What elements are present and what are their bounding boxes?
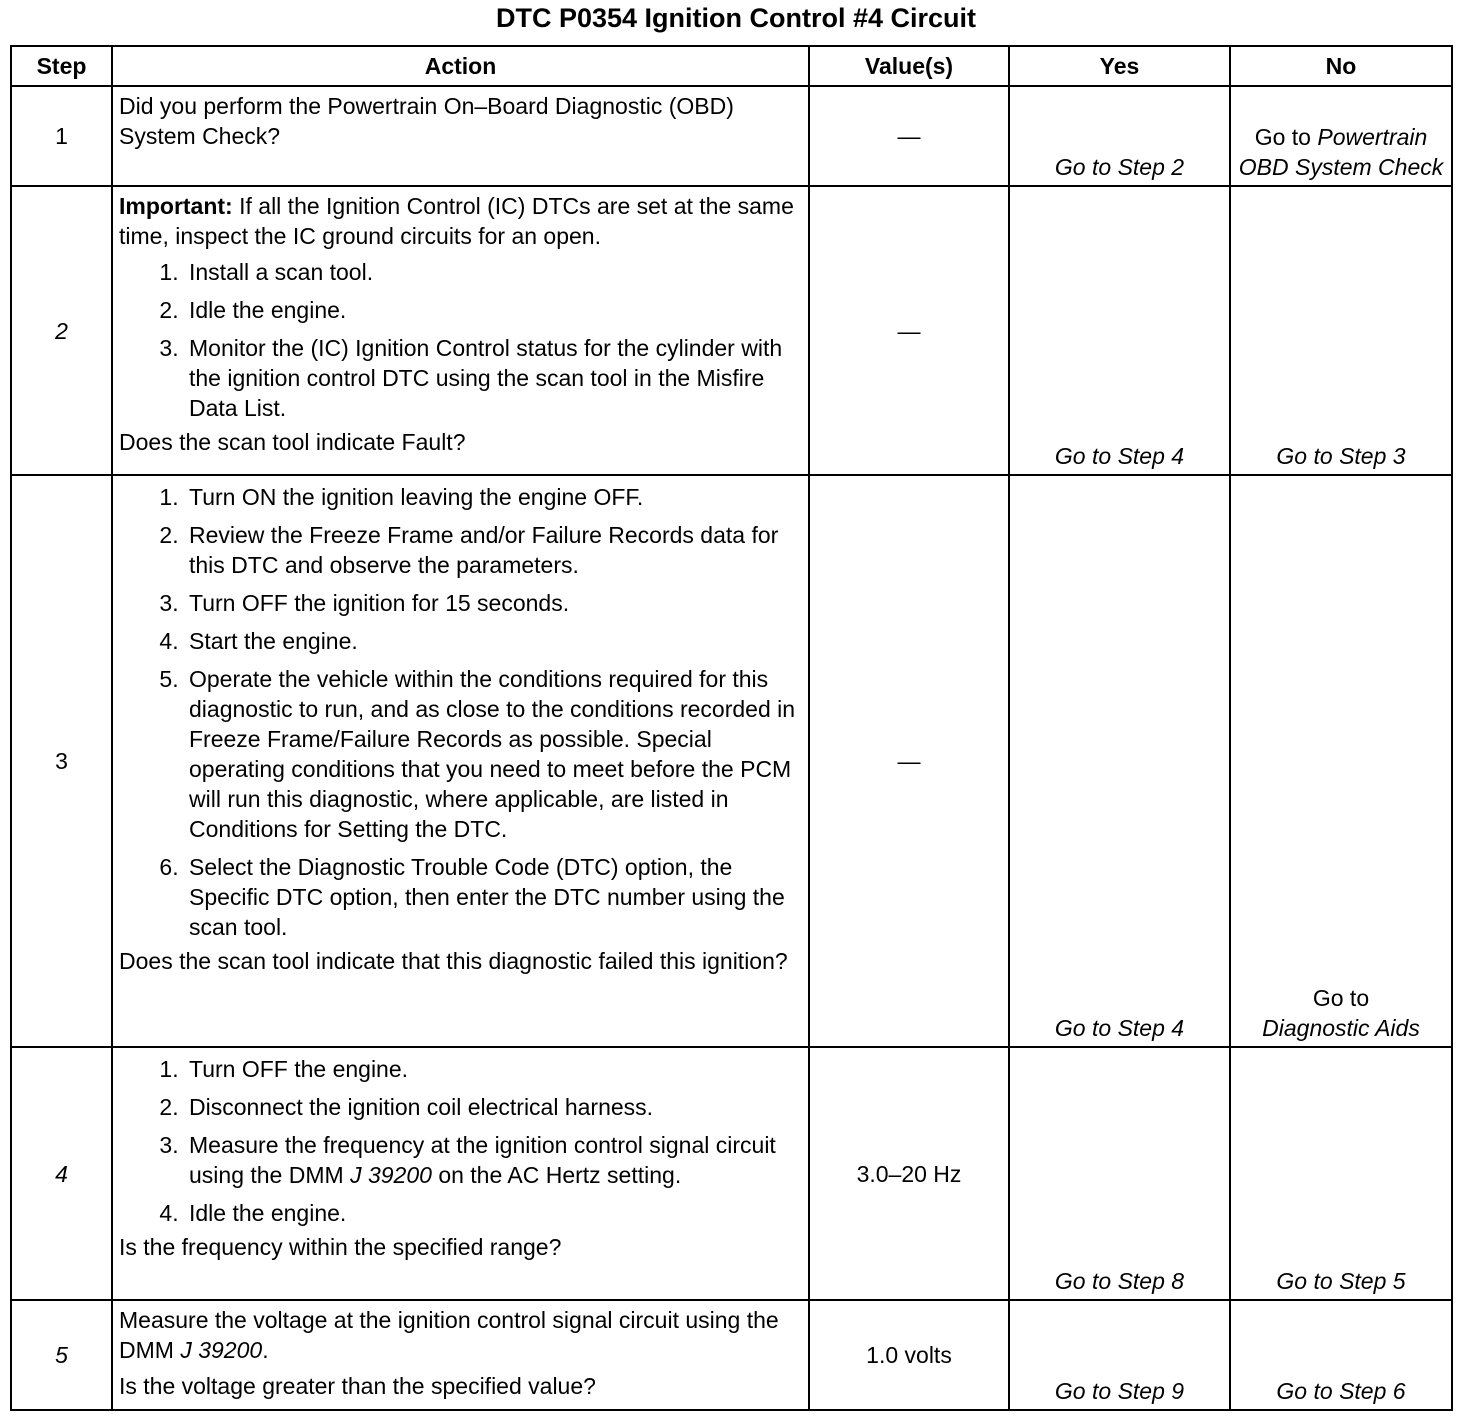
value-cell: — [809,475,1009,1047]
no-cell [1230,475,1452,1047]
no-cell [1230,86,1452,186]
question: Is the frequency within the specified range? [119,1234,562,1260]
action-text-post: . [262,1337,269,1363]
step-number: 1 [11,86,112,186]
table-row-step-2 [11,186,1452,475]
action-text: Did you perform the Powertrain On–Board Diagnostic (OBD) System Check? [119,93,734,149]
header-no: No [1230,46,1452,86]
tool-number: J 39200 [350,1162,432,1188]
no-link: Powertrain OBD System Check [1238,124,1444,180]
question: Does the scan tool indicate that this diagnostic failed this ignition? [119,948,788,974]
instruction-list [119,257,804,423]
no-cell: Go to Step 6 [1230,1300,1452,1410]
list-item: 2. Review the Freeze Frame and/or Failure Records data for this DTC and observe the parameters. [185,520,804,580]
no-prefix: Go to [1312,985,1370,1011]
value-cell: 1.0 volts [809,1300,1009,1410]
list-item: 5. Operate the vehicle within the conditions required for this diagnostic to run, and as close to the conditions recorded in Freeze Frame/Failure Records as possible. Special operating conditions that you need to meet before the PCM will run this diagnostic, where applicable, are listed in Conditions for Setting the DTC. [185,664,804,844]
list-item: 6. Select the Diagnostic Trouble Code (DTC) option, the Specific DTC option, then enter the DTC number using the scan tool. [185,852,804,942]
value-cell: — [809,186,1009,475]
no-prefix: Go to [1254,124,1311,150]
yes-cell: Go to Step 9 [1009,1300,1230,1410]
header-step: Step [11,46,112,86]
action-cell [112,86,809,186]
action-cell [112,475,809,1047]
important-text: If all the Ignition Control (IC) DTCs are set at the same time, inspect the IC ground circuits for an open. [119,193,794,249]
header-values: Value(s) [809,46,1009,86]
list-item: 1. Install a scan tool. [185,257,804,287]
value-cell: 3.0–20 Hz [809,1047,1009,1300]
list-item: 1. Turn ON the ignition leaving the engine OFF. [185,482,804,512]
action-cell [112,186,809,475]
step-number: 3 [11,475,112,1047]
action-cell [112,1047,809,1300]
instruction-list [119,1054,804,1228]
page-title: DTC P0354 Ignition Control #4 Circuit [495,3,977,33]
header-row [11,46,1452,86]
item-text: on the AC Hertz setting. [438,1162,682,1188]
table-row-step-4 [11,1047,1452,1300]
table-row-step-3 [11,475,1452,1047]
step-number: 5 [11,1300,112,1410]
question: Does the scan tool indicate Fault? [119,429,466,455]
list-item: 3. Turn OFF the ignition for 15 seconds. [185,588,804,618]
question: Is the voltage greater than the specified value? [119,1373,596,1399]
yes-cell: Go to Step 2 [1009,86,1230,186]
yes-cell: Go to Step 4 [1009,186,1230,475]
no-cell: Go to Step 5 [1230,1047,1452,1300]
action-text [119,1305,804,1365]
step-number: 2 [11,186,112,475]
diagnostic-table [10,45,1453,1411]
important-note [119,191,804,251]
list-item: 4. Idle the engine. [185,1198,804,1228]
action-text-pre: Measure the voltage at the ignition control signal circuit using the DMM [119,1307,779,1363]
yes-cell: Go to Step 8 [1009,1047,1230,1300]
table-row-step-5 [11,1300,1452,1410]
no-cell: Go to Step 3 [1230,186,1452,475]
important-label: Important: [119,193,233,219]
item-text: Measure the frequency at the ignition control signal circuit using the DMM [189,1132,776,1188]
list-item [185,1130,804,1190]
list-item: 1. Turn OFF the engine. [185,1054,804,1084]
list-item: 3. Monitor the (IC) Ignition Control status for the cylinder with the ignition control DTC using the scan tool in the Misfire Data List. [185,333,804,423]
action-cell [112,1300,809,1410]
step-number: 4 [11,1047,112,1300]
yes-cell: Go to Step 4 [1009,475,1230,1047]
list-item: 2. Idle the engine. [185,295,804,325]
value-cell: — [809,86,1009,186]
tool-number: J 39200 [180,1337,263,1363]
header-action: Action [112,46,809,86]
list-item: 4. Start the engine. [185,626,804,656]
no-link: Diagnostic Aids [1262,1015,1420,1041]
header-yes: Yes [1009,46,1230,86]
list-item: 2. Disconnect the ignition coil electrical harness. [185,1092,804,1122]
table-row-step-1 [11,86,1452,186]
instruction-list [119,482,804,942]
